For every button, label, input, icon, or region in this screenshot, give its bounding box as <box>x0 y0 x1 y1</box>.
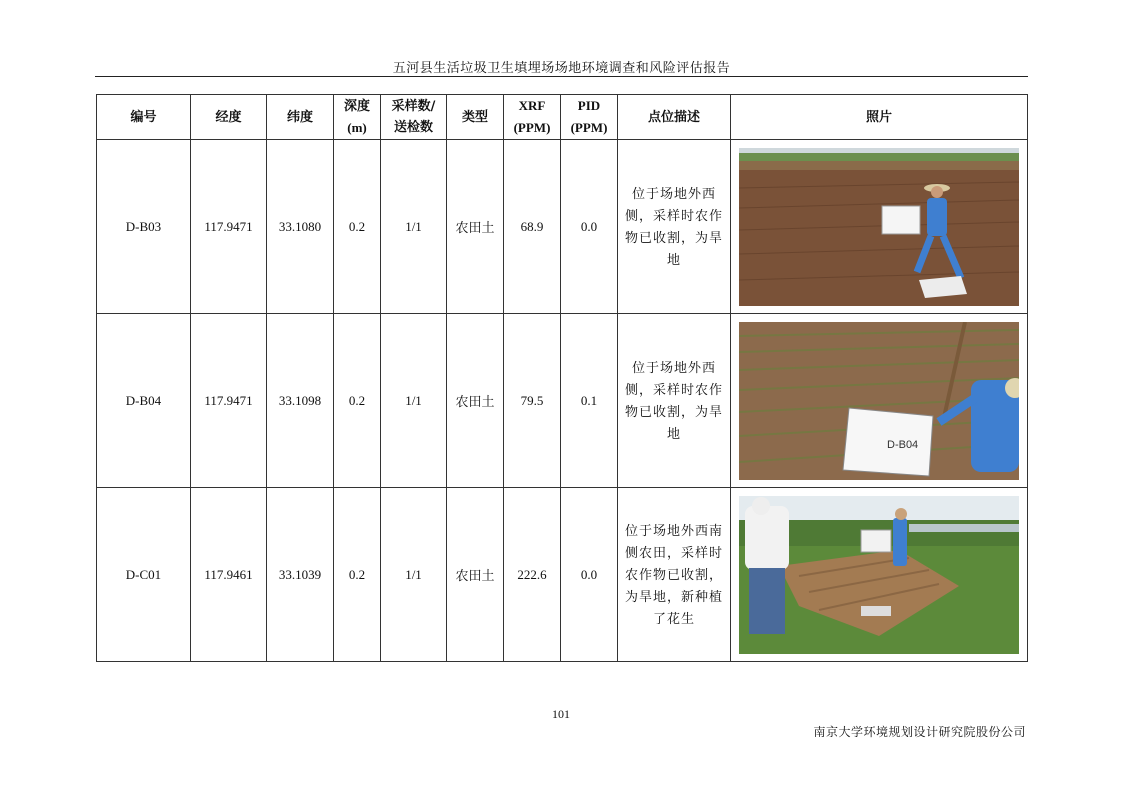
cell-pid: 0.0 <box>561 140 618 314</box>
cell-longitude: 117.9471 <box>191 140 267 314</box>
table-row <box>97 314 1028 488</box>
report-title: 五河县生活垃圾卫生填埋场场地环境调查和风险评估报告 <box>392 61 731 76</box>
cell-type: 农田土 <box>447 314 504 488</box>
cell-latitude: 33.1039 <box>267 488 334 662</box>
col-header-photo: 照片 <box>731 95 1028 140</box>
cell-id: D-B03 <box>97 140 191 314</box>
cell-longitude: 117.9461 <box>191 488 267 662</box>
col-header-description: 点位描述 <box>618 95 731 140</box>
cell-photo <box>731 488 1028 662</box>
cell-depth: 0.2 <box>334 140 381 314</box>
col-header-xrf: XRF (PPM) <box>504 95 561 140</box>
cell-xrf: 79.5 <box>504 314 561 488</box>
sampling-table <box>96 94 1028 662</box>
cell-xrf: 222.6 <box>504 488 561 662</box>
cell-latitude: 33.1098 <box>267 314 334 488</box>
site-photo-field-worker <box>739 148 1019 306</box>
cell-xrf: 68.9 <box>504 140 561 314</box>
site-photo-sample-board <box>739 322 1019 480</box>
header-divider <box>95 76 1028 77</box>
cell-photo <box>731 140 1028 314</box>
cell-description: 位于场地外西 侧，采样时农作 物已收割，为旱 地 <box>618 140 731 314</box>
page-number: 101 <box>552 707 570 721</box>
site-photo-peanut-field <box>739 496 1019 654</box>
table-row <box>97 488 1028 662</box>
cell-type: 农田土 <box>447 488 504 662</box>
col-header-pid: PID (PPM) <box>561 95 618 140</box>
cell-depth: 0.2 <box>334 488 381 662</box>
cell-pid: 0.0 <box>561 488 618 662</box>
cell-samples: 1/1 <box>381 488 447 662</box>
cell-pid: 0.1 <box>561 314 618 488</box>
cell-depth: 0.2 <box>334 314 381 488</box>
organization-name: 南京大学环境规划设计研究院股份公司 <box>813 725 1026 739</box>
col-header-depth: 深度 (m) <box>334 95 381 140</box>
col-header-type: 类型 <box>447 95 504 140</box>
table-header-row <box>97 95 1028 140</box>
board-sample-label: D-B04 <box>887 438 919 451</box>
col-header-longitude: 经度 <box>191 95 267 140</box>
cell-photo <box>731 314 1028 488</box>
table-row <box>97 140 1028 314</box>
cell-id: D-C01 <box>97 488 191 662</box>
col-header-samples: 采样数/ 送检数 <box>381 95 447 140</box>
col-header-id: 编号 <box>97 95 191 140</box>
cell-samples: 1/1 <box>381 140 447 314</box>
cell-type: 农田土 <box>447 140 504 314</box>
cell-latitude: 33.1080 <box>267 140 334 314</box>
cell-longitude: 117.9471 <box>191 314 267 488</box>
col-header-latitude: 纬度 <box>267 95 334 140</box>
cell-id: D-B04 <box>97 314 191 488</box>
cell-description: 位于场地外西南 侧农田，采样时 农作物已收割， 为旱地，新种植 了花生 <box>618 488 731 662</box>
cell-description: 位于场地外西 侧，采样时农作 物已收割，为旱 地 <box>618 314 731 488</box>
cell-samples: 1/1 <box>381 314 447 488</box>
